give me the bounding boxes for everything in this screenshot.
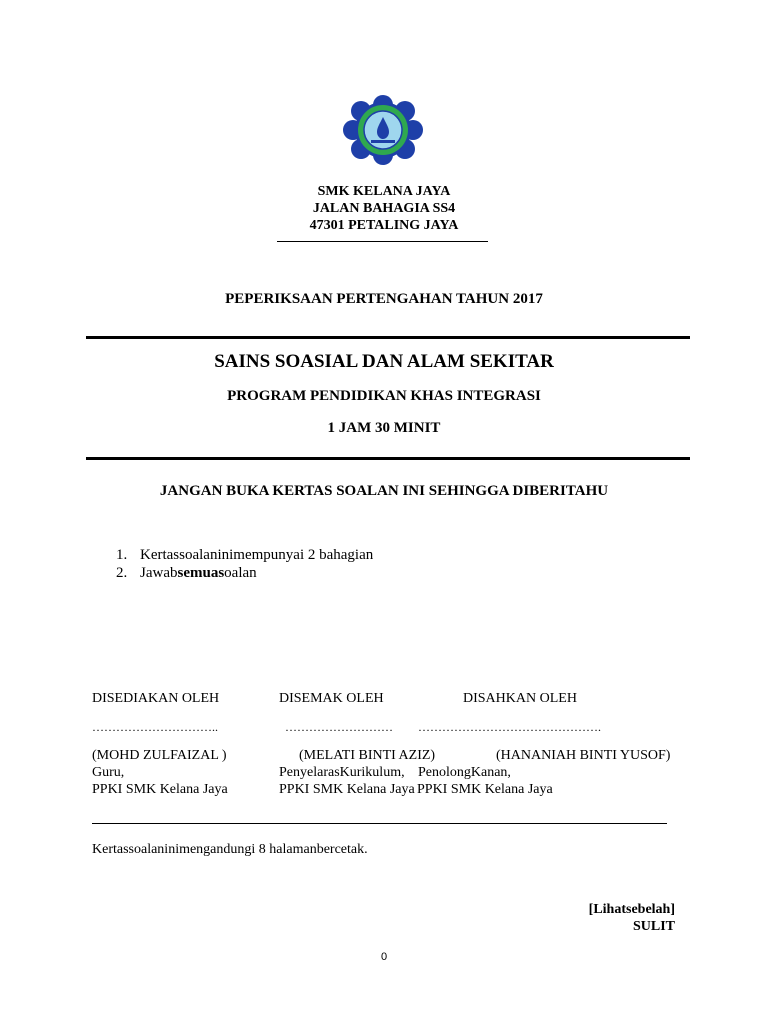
subject-title: SAINS SOASIAL DAN ALAM SEKITAR	[214, 351, 554, 372]
prepared-by-name: (MOHD ZULFAIZAL )	[92, 748, 227, 763]
approved-signature-line: ……………………………………….	[418, 720, 601, 734]
bottom-thick-rule	[86, 457, 690, 460]
prepared-signature-line: …………………………..	[92, 720, 218, 734]
instruction-text-pre: Jawab	[140, 565, 178, 581]
checked-signature-line: ………………………	[285, 720, 393, 734]
instruction-text-bold: semuas	[177, 565, 225, 581]
prepared-by-block	[92, 747, 228, 798]
school-logo	[343, 95, 423, 165]
checked-by-role: PenyelarasKurikulum,	[279, 765, 405, 780]
turn-over-note	[0, 901, 675, 935]
instructions-list	[116, 546, 373, 582]
classification-text: SULIT	[632, 919, 675, 934]
checked-by-name: (MELATI BINTI AZIZ)	[299, 748, 436, 763]
approved-by-role: PenolongKanan,	[418, 765, 511, 780]
instruction-item	[116, 564, 373, 582]
signature-divider	[92, 823, 667, 824]
exam-warning: JANGAN BUKA KERTAS SOALAN INI SEHINGGA DIBERITAHU	[159, 483, 609, 499]
school-crest-icon	[343, 95, 423, 165]
prepared-by-label: DISEDIAKAN OLEH	[92, 691, 220, 706]
prepared-by-role: Guru,	[92, 765, 125, 780]
school-name: SMK KELANA JAYA	[317, 184, 451, 199]
school-address	[0, 183, 768, 234]
school-street: JALAN BAHAGIA SS4	[312, 201, 456, 216]
instruction-number: 1.	[116, 547, 128, 563]
approved-by-org: PPKI SMK Kelana Jaya	[417, 782, 553, 797]
address-underline	[277, 241, 488, 242]
instruction-text: Kertassoalaninimempunyai 2 bahagian	[140, 547, 374, 563]
approved-by-name: (HANANIAH BINTI YUSOF)	[496, 748, 671, 763]
instruction-number: 2.	[116, 565, 128, 581]
prepared-by-org: PPKI SMK Kelana Jaya	[92, 782, 228, 797]
program-title: PROGRAM PENDIDIKAN KHAS INTEGRASI	[227, 388, 541, 404]
checked-by-label: DISEMAK OLEH	[279, 691, 384, 706]
instruction-item	[116, 546, 373, 564]
turn-over-text: [Lihatsebelah]	[588, 902, 675, 917]
top-thick-rule	[86, 336, 690, 339]
approved-by-label: DISAHKAN OLEH	[463, 691, 577, 706]
checked-by-org: PPKI SMK Kelana Jaya	[279, 782, 415, 797]
exam-duration: 1 JAM 30 MINIT	[327, 420, 441, 436]
school-city: 47301 PETALING JAYA	[309, 218, 459, 233]
instruction-text-post: oalan	[224, 565, 257, 581]
page-count-note: Kertassoalaninimengandungi 8 halamanbercetak.	[92, 842, 368, 857]
page-number: 0	[380, 951, 388, 963]
exam-title: PEPERIKSAAN PERTENGAHAN TAHUN 2017	[225, 291, 543, 307]
